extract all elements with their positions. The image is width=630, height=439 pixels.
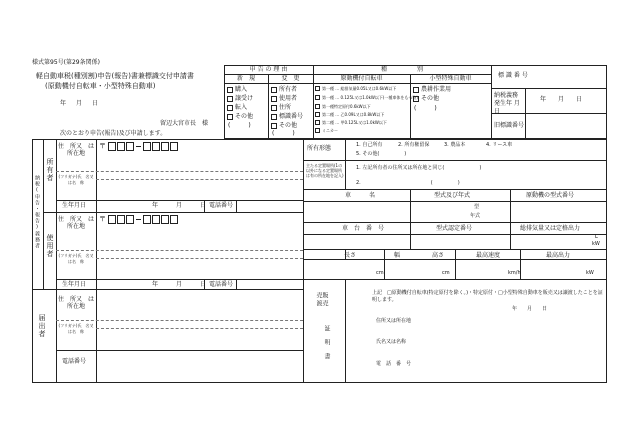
plate-number-label: 標 識 番 号: [498, 72, 528, 79]
model-word: 型: [474, 204, 480, 210]
tax-date-label: 納税義務発生年 月 日: [494, 92, 520, 115]
model-year-label: 型式及び年式: [434, 192, 471, 199]
left-taxpayer-label: 納税(申告・報告)義務者: [34, 175, 40, 249]
user-phone-label: 電話番号: [209, 281, 234, 288]
addressee: 留辺大宮市長 様: [160, 120, 209, 127]
reason-new-header: 新 規: [236, 75, 255, 82]
displacement-unit-l: L: [595, 234, 598, 240]
filer-name-label: (フリガナ)氏 名又 は名 称: [58, 323, 98, 334]
user-birth-value[interactable]: 年 月 日: [152, 281, 207, 288]
old-plate-label: 旧標識番号: [494, 122, 525, 129]
small-special-other-paren[interactable]: ( ): [414, 105, 437, 112]
fixed-location-option-1[interactable]: 1. 左記所有者の住所又は所在地と同じ( ): [356, 165, 482, 171]
body-number-label: 車 台 番 号: [342, 225, 385, 232]
user-address-label: 住 所又 は所在地: [58, 216, 95, 230]
tax-date-value[interactable]: 年 月 日: [540, 96, 583, 103]
filer-address-label: 住 所又 は所在地: [58, 296, 95, 310]
cert-side-label-1: 販売 売渡: [315, 292, 328, 316]
filer-side-label: 届出者: [38, 314, 46, 338]
cert-side-label-2: 証明書: [323, 325, 330, 367]
user-birth-label: 生年月日: [62, 281, 87, 288]
displacement-label: 総排気量又は定格出力: [520, 225, 581, 232]
width-unit: cm: [442, 270, 450, 276]
owner-side-label: 所有者: [46, 158, 54, 182]
kind-header: 種 別: [380, 66, 423, 73]
reason-header: 申 告 の 理 由: [249, 66, 288, 73]
max-speed-label: 最高速度: [476, 252, 501, 259]
fixed-location-label: 主たる定置場所(1の以外になる定置場所は有の所在地を記入): [306, 163, 344, 178]
intro-text: 次のとおり申告(報告)及び申請します。: [60, 130, 167, 137]
user-side-label: 使用者: [46, 234, 54, 258]
user-postal-code[interactable]: [108, 215, 178, 224]
width-label: 幅: [394, 252, 401, 259]
owner-name-label: (フリガナ)氏 名又 は名 称: [58, 174, 98, 185]
form-number: 様式第95号(第29条関係): [32, 59, 100, 66]
reason-new-other-paren[interactable]: ( ): [228, 122, 251, 129]
cert-date[interactable]: 年 月 日: [512, 306, 548, 312]
fixed-location-option-2[interactable]: 2. ( ): [356, 180, 460, 186]
user-postal-mark: 〒: [99, 215, 106, 223]
small-special-header: 小型特殊自動車: [429, 75, 472, 82]
max-power-label: 最高出力: [546, 252, 571, 259]
form-title-line2: (原動機付自転車・小型特殊自動車): [45, 82, 156, 90]
owner-phone-label: 電話番号: [209, 202, 234, 209]
owner-birth-value[interactable]: 年 月 日: [152, 202, 207, 209]
cert-phone-label: 電 話 番 号: [376, 361, 412, 367]
length-unit: cm: [376, 270, 384, 276]
approval-number-label: 型式認定番号: [436, 225, 473, 232]
reason-change-header: 変 更: [281, 75, 300, 82]
vehicle-name-label: 車 名: [345, 192, 376, 199]
year-word: 年式: [470, 213, 481, 219]
user-name-label: (フリガナ)氏 名又 は名 称: [58, 253, 98, 264]
owner-postal-mark: 〒: [99, 142, 106, 150]
cert-name-label: 氏名又は名称: [376, 339, 407, 345]
owner-address-label: 住 所又 は所在地: [58, 143, 95, 157]
owner-postal-code[interactable]: [108, 142, 178, 151]
owner-birth-label: 生年月日: [62, 202, 87, 209]
moped-header: 原動機付自転車: [340, 75, 383, 82]
cert-address-label: 住所又は所在地: [376, 318, 412, 324]
filer-phone-label: 電話番号: [62, 358, 87, 365]
height-label: 高さ: [432, 252, 445, 259]
cert-statement: 上記 □原動機付自転車(特定原付を除く。)・特定原付・□小型特殊自動車を販売又は譲渡したことを証明します。: [372, 290, 603, 303]
length-label: 長さ: [344, 252, 357, 259]
displacement-unit-kw: kW: [592, 241, 600, 247]
speed-unit: km/h: [508, 270, 521, 276]
power-unit: kW: [586, 270, 594, 276]
engine-model-label: 原動機の型式番号: [526, 192, 575, 199]
ownership-label: 所有形態: [307, 145, 332, 152]
form-title-line1: 軽自動車税(種別割)申告(報告)書兼標識交付申請書: [36, 72, 194, 80]
reason-change-other-paren[interactable]: ( ): [272, 130, 295, 137]
